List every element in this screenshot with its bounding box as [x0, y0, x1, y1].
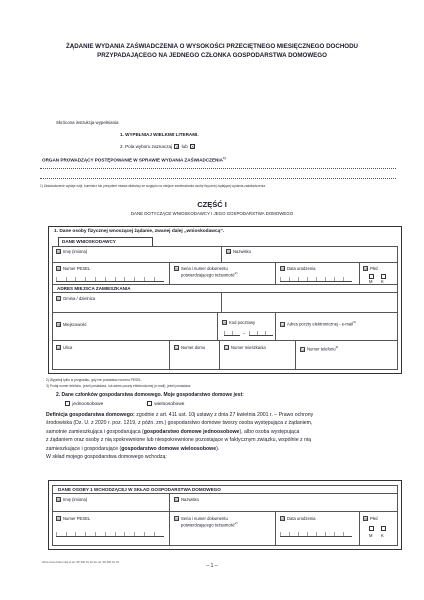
definition-term: Definicja gospodarstwa domowego:: [46, 412, 135, 418]
email-field[interactable]: [276, 313, 398, 341]
field-number-06: 06: [364, 267, 368, 272]
member-1-sex-field: [360, 512, 398, 546]
household-single-label: jednoosobowe: [72, 401, 104, 407]
definition-multi-term: gospodarstwo domowe wieloosobowe: [121, 445, 217, 452]
organ-field-line-2[interactable]: [40, 178, 396, 179]
field-number-04: 04: [175, 267, 179, 272]
field-number-01: 01: [57, 250, 61, 255]
title-line-1: ŻĄDANIE WYDANIA ZAŚWIADCZENIA O WYSOKOŚCI PRZECIĘTNEGO MIESIĘCZNEGO DOCHODU: [65, 43, 359, 50]
member-sex-label: Płeć: [370, 516, 379, 521]
definition-line-6: W skład mojego gospodarstwa domowego wchodzą:: [46, 454, 167, 461]
member-field-number-03: 03: [57, 517, 61, 522]
phone-field[interactable]: [296, 341, 398, 370]
member-1-id-document-field[interactable]: [170, 512, 276, 546]
definition-line-3a: samotnie zamieszkująca i gospodarująca (: [46, 428, 144, 435]
member-sex-m-checkbox[interactable]: [369, 526, 374, 531]
instruction-step-2-text: 2. Pola wyboru zaznaczaj: [120, 144, 173, 149]
example-check-v: V: [175, 144, 179, 150]
page-number: – 1 –: [206, 563, 218, 569]
member-field-number-04: 04: [175, 517, 179, 522]
member-sex-k-checkbox[interactable]: [381, 526, 386, 531]
example-check-x: X: [191, 144, 194, 150]
field-number-11: 11: [57, 346, 61, 351]
definition-line-1: zgodnie z art. 411 ust. 10j ustawy z dnia 27 kwietnia 2001 r. – Prawo ochrony: [134, 412, 314, 418]
member-first-name-label: Imię (imiona): [63, 497, 88, 502]
address-heading: ADRES MIEJSCA ZAMIESZKANIA: [57, 286, 131, 291]
field-number-02: 02: [227, 250, 231, 255]
household-single-checkbox[interactable]: [65, 401, 70, 406]
address-heading-bar: [52, 285, 398, 293]
member-1-last-name-field[interactable]: [170, 494, 398, 512]
member-pesel-label: Numer PESEL: [63, 516, 91, 521]
document-title: [30, 42, 394, 60]
member-field-number-06: 06: [364, 517, 368, 522]
applicant-section-heading: 1. Dane osoby fizycznej wnoszącej żądanie, zwanej dalej „wnioskodawcą”.: [54, 229, 225, 234]
locality-field[interactable]: [52, 313, 218, 341]
first-name-label: Imię (imiona): [63, 249, 88, 254]
member-1-first-name-field[interactable]: [52, 494, 170, 512]
field-number-14: 14: [301, 347, 305, 352]
postal-code-field[interactable]: [218, 313, 276, 341]
organ-label-text: ORGAN PROWADZĄCY POSTĘPOWANIE W SPRAWIE WYDANIA ZAŚWIADCZENIA: [42, 157, 223, 163]
field-number-12: 12: [175, 346, 179, 351]
email-footnote-ref: 3): [353, 320, 356, 324]
household-multi-label: wieloosobowe: [154, 401, 185, 407]
household-multi-checkbox[interactable]: [147, 401, 152, 406]
applicant-sex-field: [360, 263, 398, 285]
member-1-birth-date-field[interactable]: [276, 512, 360, 546]
applicant-data-tab: [58, 237, 153, 246]
sex-m-label: M: [369, 279, 373, 284]
definition-line-3c: ), albo osoba występująca: [239, 428, 300, 435]
title-line-2: PRZYPADAJĄCEGO NA JEDNEGO CZŁONKA GOSPODARSTWA DOMOWEGO: [97, 52, 327, 59]
sex-label: Płeć: [370, 266, 379, 271]
house-number-label: Numer domu: [181, 345, 206, 350]
locality-label: Miejscowość: [63, 322, 87, 327]
field-number-10: 10: [281, 322, 285, 327]
instructions-heading: Skrócona instrukcja wypełniania: [56, 120, 119, 125]
member-sex-m-label: M: [369, 533, 373, 538]
field-number-03: 03: [57, 267, 61, 272]
household-option-single[interactable]: [64, 401, 103, 407]
postal-code-boxes-a: [224, 331, 240, 336]
member-field-number-02: 02: [175, 498, 179, 503]
field-number-08: 08: [57, 323, 61, 328]
footnote-3: 3) Podaj numer telefonu, jeżeli posiadasz, lub adres poczty elektronicznej (e-mail), jeżeli posiadasz.: [46, 384, 192, 388]
member-id-document-label-1: Seria i numer dokumentu: [181, 516, 228, 521]
applicant-data-tab-label: DANE WNIOSKODAWCY: [62, 239, 116, 244]
field-number-09: 09: [223, 321, 227, 326]
member-id-document-footnote-ref: 2): [234, 521, 238, 525]
organ-label: [42, 156, 226, 163]
field-number-07: 07: [57, 297, 61, 302]
instruction-step-2-or: lub: [181, 144, 188, 149]
house-number-field[interactable]: [170, 341, 220, 370]
applicant-birth-date-field[interactable]: [276, 263, 360, 285]
footnote-1: 1) Zaświadczenie wydaje wójt, burmistrz lub prezydent miasta właściwy ze względu na miejsce zamieszkania osoby fizycznej żądającej wydania zaświadczenia.: [40, 184, 266, 188]
street-field[interactable]: [52, 341, 170, 370]
field-number-13: 13: [225, 346, 229, 351]
applicant-pesel-field[interactable]: [52, 263, 170, 285]
phone-label: Numer telefonu: [307, 346, 336, 352]
last-name-label: Nazwisko: [233, 249, 251, 254]
definition-line-2: środowiska (Dz. U. z 2020 r. poz. 1219, z późn. zm.) gospodarstwo domowe tworzy osoba występująca z żądaniem,: [46, 420, 313, 427]
member-field-number-05: 05: [281, 517, 285, 522]
member-last-name-label: Nazwisko: [181, 497, 199, 502]
birth-date-label: Data urodzenia: [287, 266, 316, 271]
postal-code-label: Kod pocztowy: [229, 320, 256, 325]
pesel-label: Numer PESEL: [63, 266, 91, 271]
member-1-pesel-field[interactable]: [52, 512, 170, 546]
id-document-footnote-ref: 2): [234, 271, 238, 275]
municipality-label: Gmina / dzielnica: [63, 296, 96, 301]
part-1-subtitle: DANE DOTYCZĄCE WNIOSKODAWCY I JEGO GOSPODARSTWA DOMOWEGO: [130, 211, 294, 216]
household-section-heading: 2. Dane członków gospodarstwa domowego. Moje gospodarstwo domowe jest:: [56, 392, 244, 398]
email-label: Adres poczty elektronicznej - e-mail: [287, 321, 354, 327]
sex-k-label: K: [381, 279, 384, 284]
applicant-last-name-field[interactable]: [222, 246, 398, 263]
phone-footnote-ref: 3): [335, 345, 339, 349]
apartment-number-field[interactable]: [220, 341, 296, 370]
id-document-label-2: potwierdzającego tożsamość: [181, 272, 235, 278]
birth-date-digit-boxes: [280, 277, 352, 282]
instruction-step-1: 1. WYPEŁNIAJ WIELKIMI LITERAMI.: [120, 132, 199, 137]
footnote-2: 2) Wypełnij tylko w przypadku, gdy nie posiadasz numeru PESEL.: [46, 378, 143, 382]
household-definition: [46, 411, 398, 461]
member-id-document-label-2: potwierdzającego tożsamość: [181, 522, 235, 528]
postal-code-separator: –: [243, 331, 246, 336]
member-field-number-01: 01: [57, 498, 61, 503]
member-1-heading-bar: [52, 485, 398, 494]
member-birth-date-digit-boxes: [280, 532, 352, 537]
field-number-05: 05: [281, 267, 285, 272]
member-birth-date-label: Data urodzenia: [287, 516, 316, 521]
postal-code-boxes-b: [249, 331, 273, 336]
member-pesel-digit-boxes: [56, 532, 164, 537]
municipality-field-extension: [222, 293, 398, 313]
printer-imprint: WLA www.druki-mkia.pl tel. 58 300 91 32 fax tel. 58 300 91 33: [42, 560, 119, 564]
definition-line-5c: ).: [216, 445, 220, 452]
apartment-number-label: Numer mieszkania: [231, 345, 266, 350]
household-option-multi[interactable]: [146, 401, 184, 407]
organ-footnote-ref: 1): [222, 156, 226, 160]
pesel-digit-boxes: [56, 277, 164, 282]
street-label: Ulica: [63, 345, 73, 350]
definition-single-term: gospodarstwo domowe jednoosobowe: [143, 428, 240, 435]
applicant-first-name-field[interactable]: [52, 246, 222, 263]
member-1-heading: DANE OSOBY 1 WCHODZĄCEJ W SKŁAD GOSPODARSTWA DOMOWEGO: [58, 487, 221, 492]
applicant-id-document-field[interactable]: [170, 263, 276, 285]
definition-line-4: z żądaniem oraz osoby z nią spokrewnione lub niespokrewnione pozostające w faktycznym związku, wspólnie z nią: [46, 437, 311, 444]
instruction-step-2: [120, 144, 196, 149]
definition-line-5a: zamieszkujące i gospodarujące (: [46, 445, 122, 452]
id-document-label-1: Seria i numer dokumentu: [181, 266, 228, 271]
member-sex-k-label: K: [381, 533, 384, 538]
part-1-title: CZĘŚĆ I: [197, 200, 227, 209]
organ-field-line-1[interactable]: [40, 168, 396, 169]
municipality-field[interactable]: [52, 293, 222, 313]
